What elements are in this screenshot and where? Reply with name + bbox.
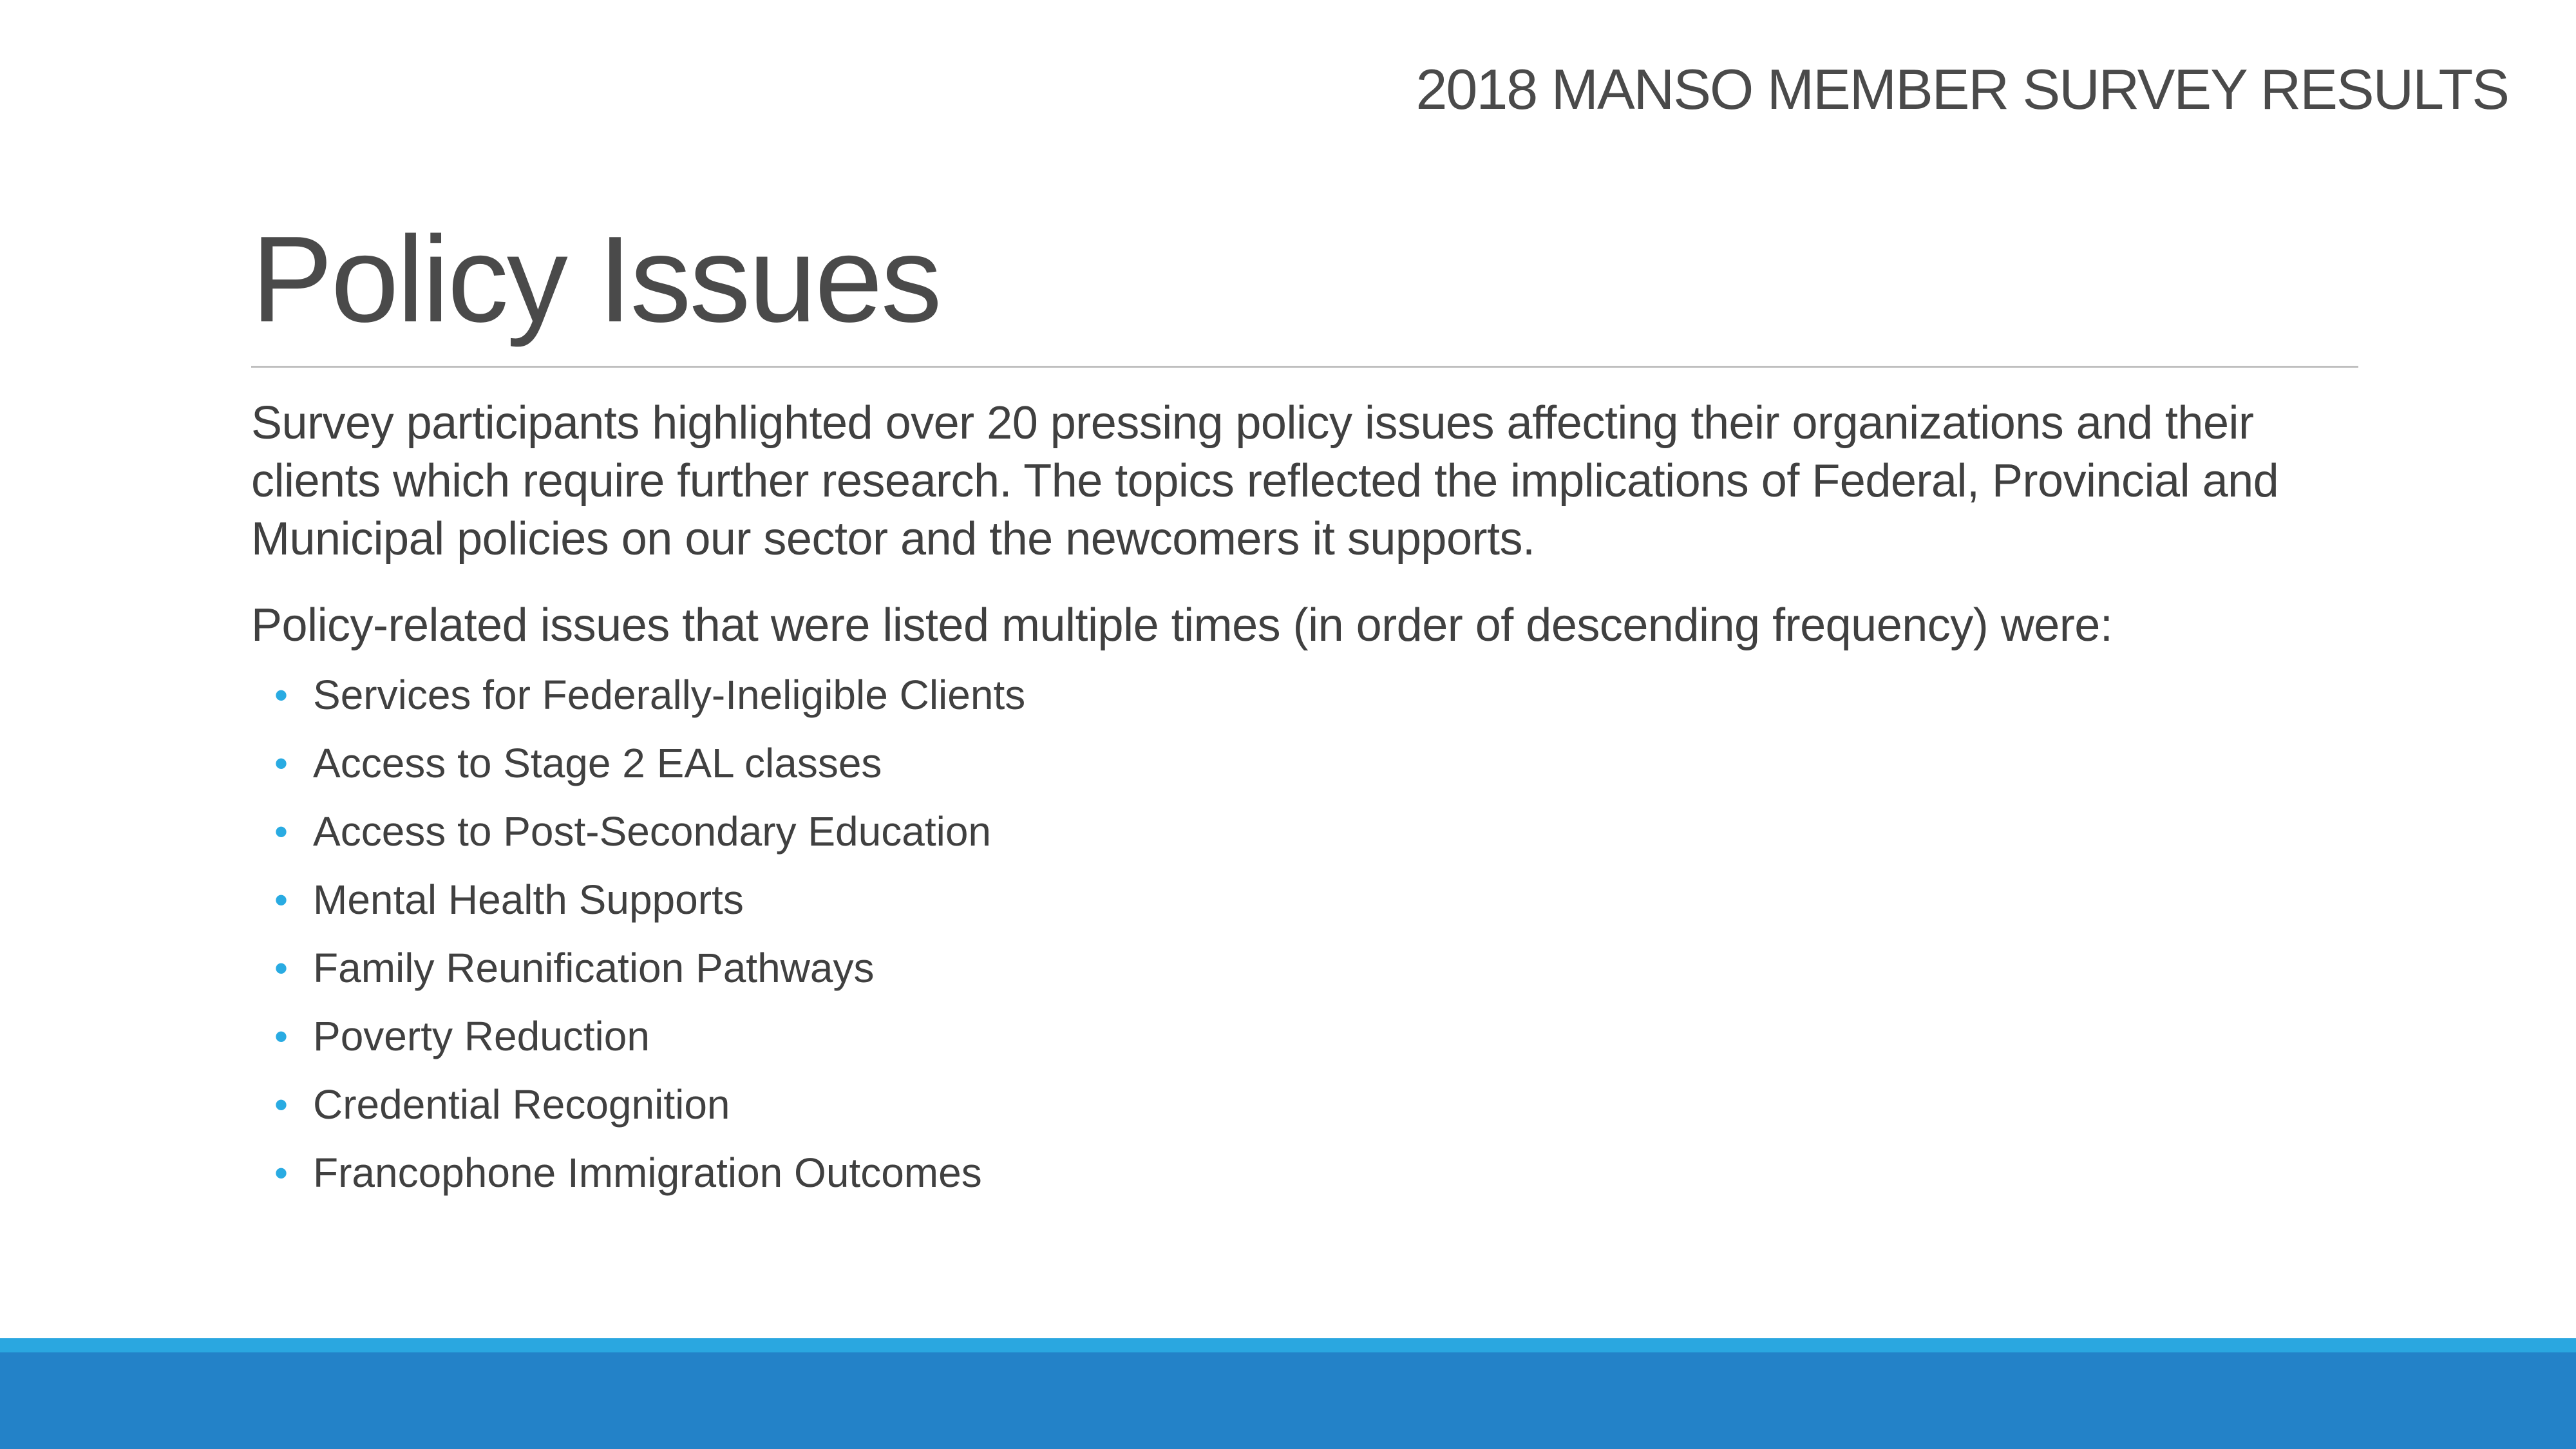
bullet-icon: • (274, 878, 289, 922)
list-item (251, 1002, 2370, 1070)
list-item-label: Francophone Immigration Outcomes (313, 1150, 982, 1196)
list-item-label: Family Reunification Pathways (313, 945, 875, 991)
list-item-label: Mental Health Supports (313, 876, 744, 923)
bullet-icon: • (274, 810, 289, 853)
list-item (251, 866, 2370, 934)
slide-content (251, 394, 2370, 1207)
bullet-icon: • (274, 946, 289, 990)
list-item (251, 1139, 2370, 1207)
list-item (251, 797, 2370, 866)
bullet-icon: • (274, 741, 289, 785)
list-item-label: Access to Post-Secondary Education (313, 808, 991, 855)
list-item (251, 661, 2370, 729)
list-item (251, 934, 2370, 1002)
bullet-icon: • (274, 1083, 289, 1126)
list-item-label: Access to Stage 2 EAL classes (313, 740, 882, 786)
list-lead-text: Policy-related issues that were listed multiple times (in order of descending frequency) were: (251, 600, 2113, 651)
footer-accent-stripe (0, 1338, 2576, 1352)
policy-issues-list (251, 661, 2370, 1207)
bullet-icon: • (274, 673, 289, 717)
bullet-icon: • (274, 1151, 289, 1195)
list-item (251, 729, 2370, 797)
list-item-label: Credential Recognition (313, 1081, 730, 1128)
bullet-icon: • (274, 1014, 289, 1058)
presentation-header-title: 2018 MANSO MEMBER SURVEY RESULTS (1416, 57, 2508, 121)
intro-paragraph: Survey participants highlighted over 20 pressing policy issues affecting their organizations and their clients which require further research. The topics reflected the implications of Federal, Provincial and Municipal policies on our sector and the newcomers it supports. (251, 397, 2279, 565)
slide-title: Policy Issues (251, 211, 940, 348)
title-divider (251, 366, 2358, 368)
list-item-label: Poverty Reduction (313, 1013, 650, 1059)
list-item (251, 1070, 2370, 1139)
list-item-label: Services for Federally-Ineligible Clients (313, 672, 1026, 718)
footer-bar (0, 1352, 2576, 1449)
